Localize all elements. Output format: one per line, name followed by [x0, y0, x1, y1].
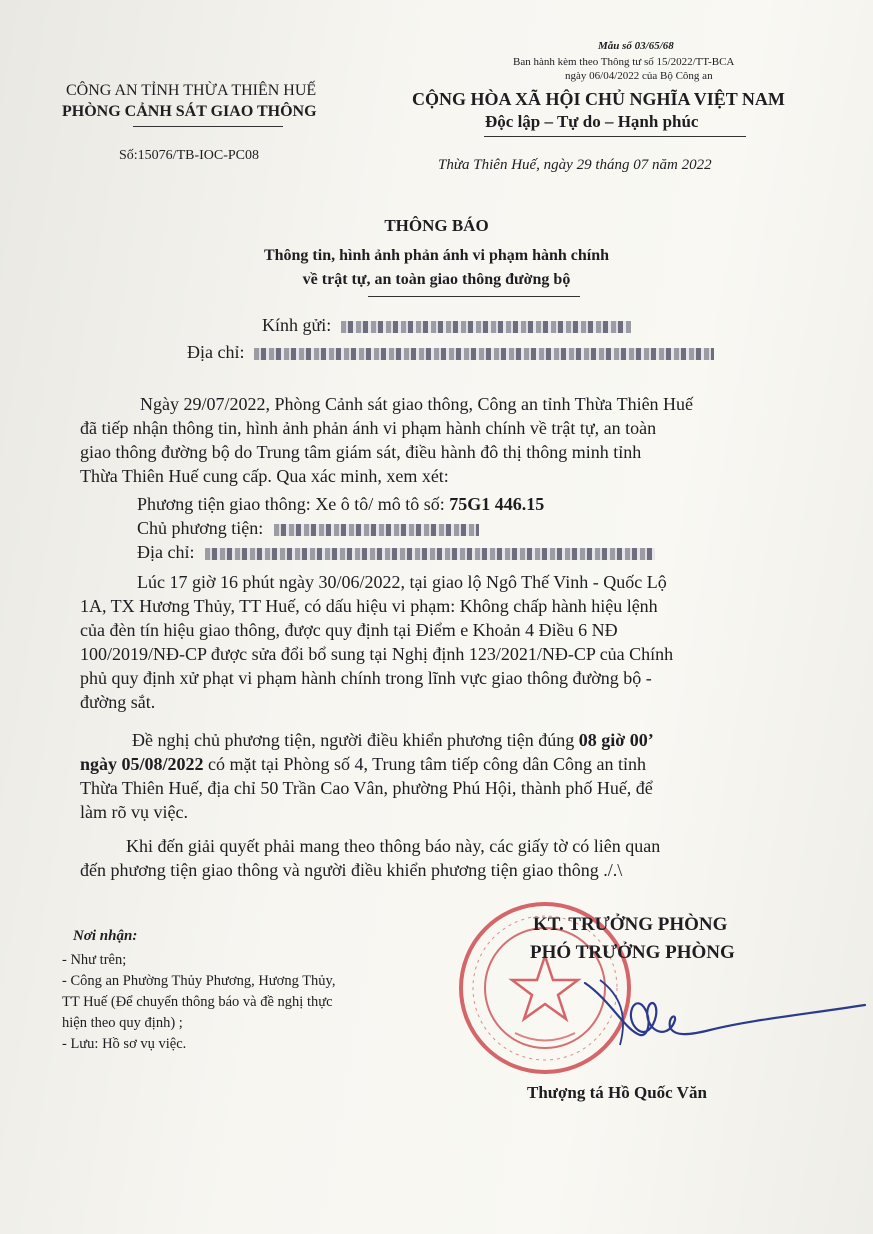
document-title: THÔNG BÁO	[384, 216, 489, 235]
issuing-department: PHÒNG CẢNH SÁT GIAO THÔNG	[62, 103, 317, 120]
handwritten-signature	[580, 975, 870, 1055]
owner-label: Chủ phương tiện:	[137, 518, 264, 538]
motto-underline	[484, 136, 746, 137]
subtitle-underline	[368, 296, 580, 297]
paragraph-summons	[80, 728, 830, 824]
recipient-item: hiện theo quy định) ;	[62, 1015, 183, 1031]
paragraph-requirements	[80, 834, 830, 882]
vehicle-plate: 75G1 446.15	[449, 494, 545, 514]
summons-date: ngày 05/08/2022	[80, 754, 204, 774]
form-reference-line-1: Ban hành kèm theo Thông tư số 15/2022/TT-BCA	[513, 56, 735, 68]
summons-time: 08 giờ 00’	[578, 730, 654, 750]
redacted-owner-address	[205, 548, 655, 560]
paragraph-line: phủ quy định xử phạt vi phạm hành chính trong lĩnh vực giao thông đường bộ -	[80, 668, 652, 688]
recipient-item: - Như trên;	[62, 952, 127, 968]
summons-text: có mặt tại Phòng số 4, Trung tâm tiếp công dân Công an tỉnh	[203, 754, 646, 774]
redacted-address	[254, 348, 714, 360]
signature-role-line-2: PHÓ TRƯỞNG PHÒNG	[530, 942, 735, 963]
document-subtitle-line-1: Thông tin, hình ảnh phản ánh vi phạm hành chính	[263, 247, 610, 264]
address-label: Địa chỉ:	[187, 342, 245, 362]
paragraph-line: đường sắt.	[80, 692, 156, 712]
address-row	[187, 342, 714, 363]
recipient-item: - Lưu: Hồ sơ vụ việc.	[62, 1036, 187, 1052]
national-motto: Độc lập – Tự do – Hạnh phúc	[485, 112, 699, 131]
paragraph-line: đến phương tiện giao thông và người điều khiển phương tiện giao thông ./.\	[80, 860, 623, 880]
addressee-row	[262, 315, 631, 336]
paragraph-line: Lúc 17 giờ 16 phút ngày 30/06/2022, tại giao lộ Ngô Thế Vinh - Quốc Lộ	[137, 572, 667, 592]
addressee-label: Kính gửi:	[262, 315, 332, 335]
owner-row	[137, 518, 479, 539]
summons-text: Đề nghị chủ phương tiện, người điều khiển phương tiện đúng	[132, 730, 579, 750]
paragraph-line: đã tiếp nhận thông tin, hình ảnh phản ánh vi phạm hành chính về trật tự, an toàn	[80, 418, 657, 438]
recipient-item: - Công an Phường Thủy Phương, Hương Thủy,	[62, 973, 336, 989]
redacted-addressee-name	[341, 321, 631, 333]
national-title: CỘNG HÒA XÃ HỘI CHỦ NGHĨA VIỆT NAM	[412, 89, 785, 109]
paragraph-line: Khi đến giải quyết phải mang theo thông báo này, các giấy tờ có liên quan	[126, 836, 661, 856]
paragraph-line: Thừa Thiên Huế cung cấp. Qua xác minh, xem xét:	[80, 466, 449, 486]
paragraph-line: Thừa Thiên Huế, địa chỉ 50 Trần Cao Vân, phường Phú Hội, thành phố Huế, để	[80, 778, 653, 798]
paragraph-reception	[80, 392, 830, 488]
form-code: Mẫu số 03/65/68	[598, 40, 674, 52]
department-underline	[133, 126, 283, 127]
recipients-title: Nơi nhận:	[73, 928, 138, 944]
recipients-list	[62, 950, 336, 1055]
redacted-owner-name	[274, 524, 479, 536]
signer-name: Thượng tá Hồ Quốc Văn	[527, 1083, 707, 1102]
issuing-agency: CÔNG AN TỈNH THỪA THIÊN HUẾ	[66, 82, 317, 99]
paragraph-violation	[80, 570, 830, 714]
paragraph-line: giao thông đường bộ do Trung tâm giám sát, điều hành đô thị thông minh tỉnh	[80, 442, 642, 462]
vehicle-label: Phương tiện giao thông: Xe ô tô/ mô tô số:	[137, 494, 445, 514]
place-and-date: Thừa Thiên Huế, ngày 29 tháng 07 năm 2022	[438, 157, 712, 173]
vehicle-row	[137, 494, 544, 515]
owner-address-row	[137, 542, 655, 563]
paragraph-line	[80, 728, 830, 752]
owner-address-label: Địa chỉ:	[137, 542, 195, 562]
paragraph-line	[80, 752, 830, 776]
form-reference-line-2: ngày 06/04/2022 của Bộ Công an	[565, 70, 713, 82]
paragraph-line: Ngày 29/07/2022, Phòng Cảnh sát giao thông, Công an tỉnh Thừa Thiên Huế	[140, 394, 694, 414]
paragraph-line: 100/2019/NĐ-CP được sửa đổi bổ sung tại Nghị định 123/2021/NĐ-CP của Chính	[80, 644, 674, 664]
paragraph-line: 1A, TX Hương Thủy, TT Huế, có dấu hiệu vi phạm: Không chấp hành hiệu lệnh	[80, 596, 658, 616]
document-number: Số:15076/TB-IOC-PC08	[119, 148, 260, 163]
paragraph-line: của đèn tín hiệu giao thông, được quy định tại Điểm e Khoản 4 Điều 6 NĐ	[80, 620, 618, 640]
document-subtitle-line-2: về trật tự, an toàn giao thông đường bộ	[302, 271, 571, 288]
signature-role-line-1: KT. TRƯỞNG PHÒNG	[533, 914, 728, 935]
paragraph-line: làm rõ vụ việc.	[80, 802, 188, 822]
recipient-item: TT Huế (Để chuyển thông báo và đề nghị thực	[62, 994, 333, 1010]
